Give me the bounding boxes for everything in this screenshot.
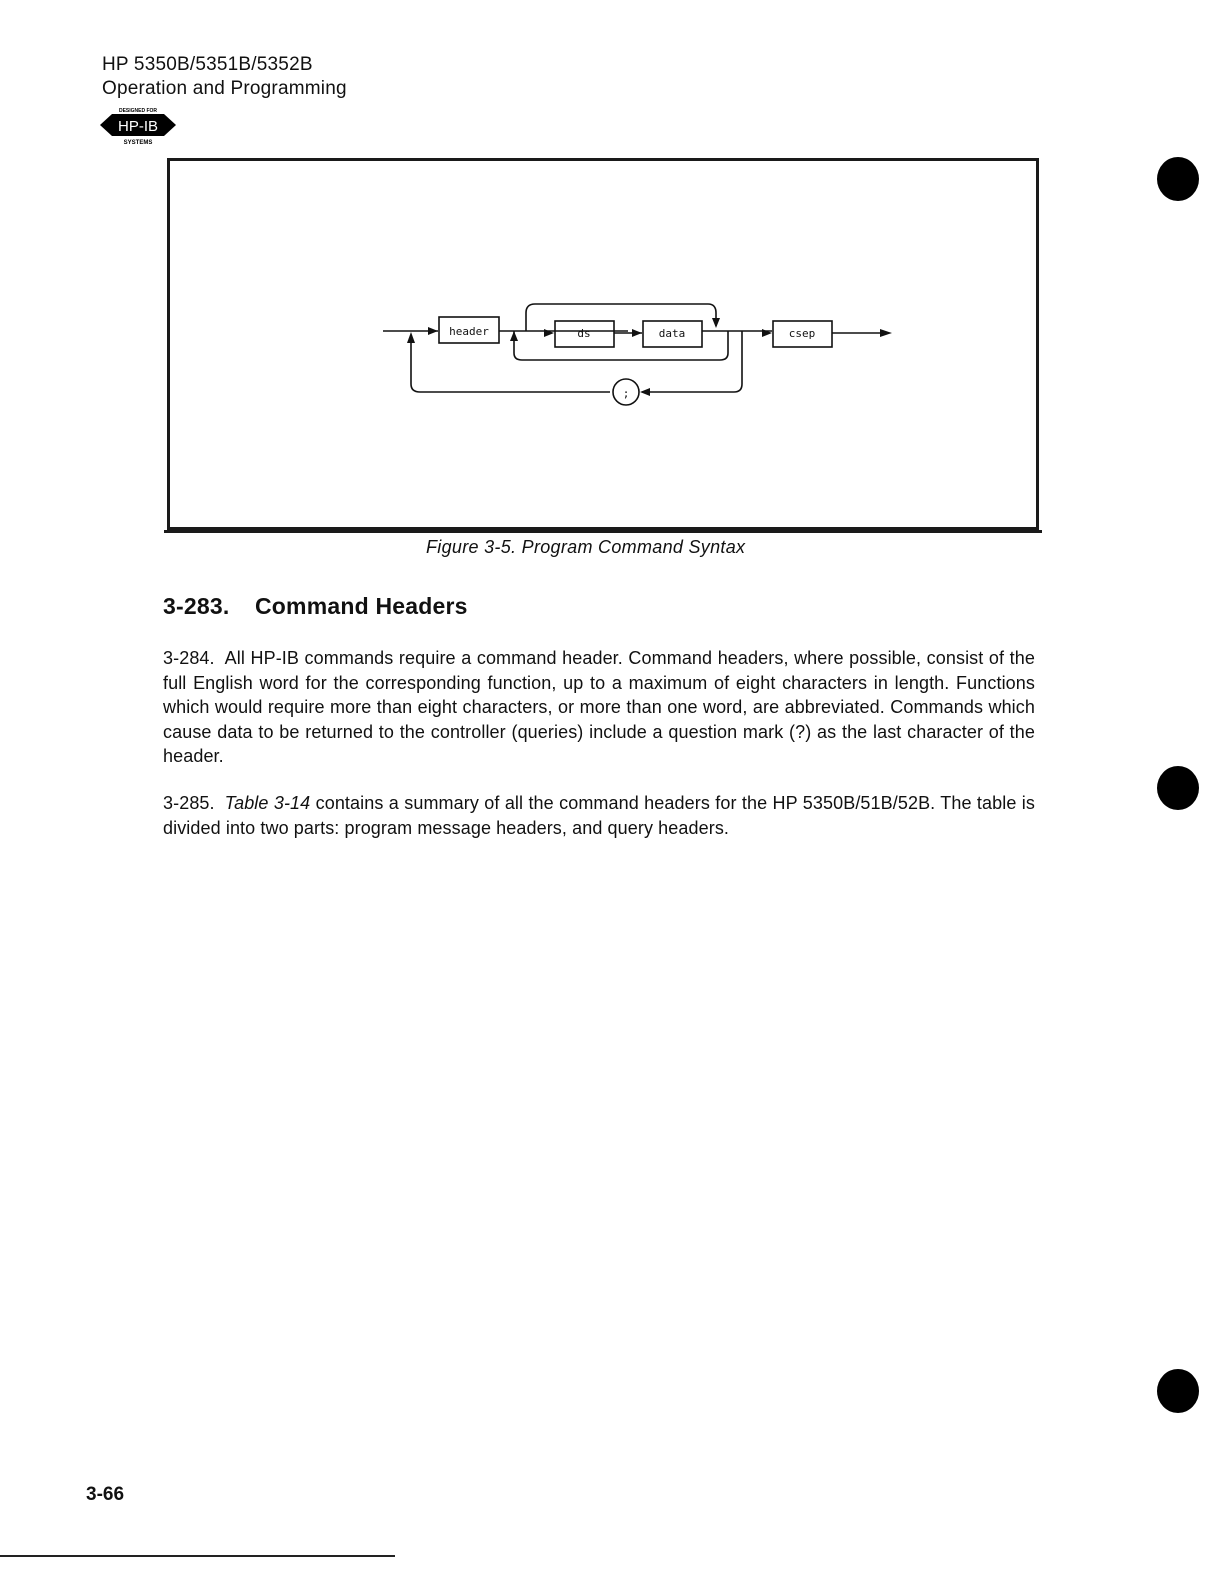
logo-bottom-text: SYSTEMS	[123, 140, 153, 146]
document-model: HP 5350B/5351B/5352B	[102, 54, 313, 75]
node-header-label: header	[449, 325, 489, 338]
logo-top-text: DESIGNED FOR	[118, 108, 158, 114]
footer-rule	[0, 1555, 395, 1557]
paragraph-text: All HP-IB commands require a command header. Command headers, where possible, consist of the full English word for the corresponding function, up to a maximum of eight characters in length. Functions which would require more than eight characters, or more than one word, are abbreviated. Commands which cause data to be returned to the controller (queries) include a question mark (?) as the last character of the header.	[163, 648, 1035, 766]
node-separator-label: ;	[622, 387, 630, 400]
binder-hole-middle	[1157, 766, 1199, 810]
section-number: 3-283.	[163, 593, 230, 619]
logo-main-text: HP-IB	[117, 118, 159, 135]
section-heading	[163, 593, 468, 620]
binder-hole-top	[1157, 157, 1199, 201]
node-csep-label: csep	[788, 327, 816, 340]
paragraph-number: 3-285.	[163, 793, 215, 813]
syntax-diagram	[170, 161, 1042, 533]
document-section: Operation and Programming	[102, 78, 347, 99]
paragraph-number: 3-284.	[163, 648, 215, 668]
page-number: 3-66	[86, 1484, 125, 1505]
figure-frame	[167, 158, 1039, 530]
paragraph-text: contains a summary of all the command headers for the HP 5350B/51B/52B. The table is divided into two parts: program message headers, and query headers.	[163, 793, 1035, 838]
figure-caption: Figure 3-5. Program Command Syntax	[426, 537, 746, 557]
figure-bottom-rule	[164, 530, 1042, 533]
paragraph-3-284	[163, 646, 1035, 769]
node-data-label: data	[658, 327, 686, 340]
binder-hole-bottom	[1157, 1369, 1199, 1413]
section-title: Command Headers	[255, 593, 468, 619]
paragraph-3-285	[163, 791, 1035, 840]
node-ds-label: ds	[577, 327, 591, 340]
hpib-logo	[100, 106, 176, 146]
table-reference-link[interactable]: Table 3-14	[224, 793, 311, 813]
